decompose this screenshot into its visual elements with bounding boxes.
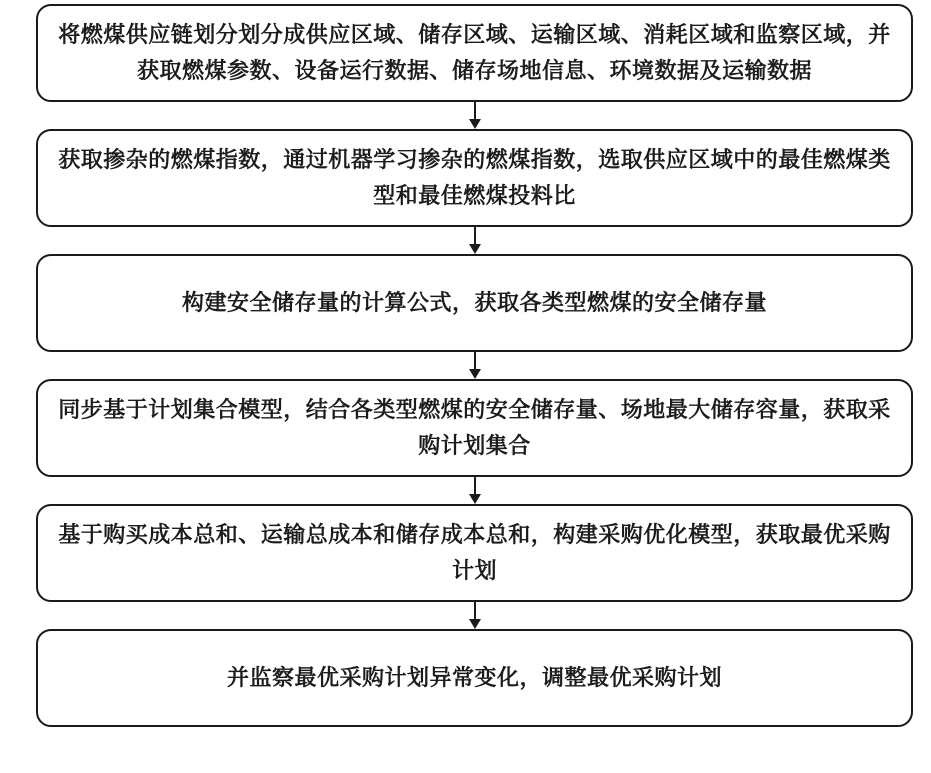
flow-step-4-text: 同步基于计划集合模型，结合各类型燃煤的安全储存量、场地最大储存容量，获取采购计划集合 xyxy=(58,397,891,458)
arrow-shaft xyxy=(474,477,476,494)
arrow-head xyxy=(469,119,481,129)
arrow-head xyxy=(469,244,481,254)
arrow-head xyxy=(469,369,481,379)
flow-step-2-text: 获取掺杂的燃煤指数，通过机器学习掺杂的燃煤指数，选取供应区域中的最佳燃煤类型和最佳燃煤投料比 xyxy=(58,147,891,208)
flow-step-1-text: 将燃煤供应链划分划分成供应区域、储存区域、运输区域、消耗区域和监察区域，并获取燃煤参数、设备运行数据、储存场地信息、环境数据及运输数据 xyxy=(58,22,891,83)
arrow-head xyxy=(469,619,481,629)
arrow-down-icon xyxy=(36,477,913,504)
flow-step-5 xyxy=(36,504,913,602)
flow-step-3 xyxy=(36,254,913,352)
arrow-head xyxy=(469,494,481,504)
arrow-shaft xyxy=(474,602,476,619)
arrow-shaft xyxy=(474,352,476,369)
arrow-shaft xyxy=(474,227,476,244)
flow-step-6-text: 并监察最优采购计划异常变化，调整最优采购计划 xyxy=(226,665,722,690)
flow-step-3-text: 构建安全储存量的计算公式，获取各类型燃煤的安全储存量 xyxy=(181,290,767,315)
flow-step-5-text: 基于购买成本总和、运输总成本和储存成本总和，构建采购优化模型，获取最优采购计划 xyxy=(58,522,891,583)
flow-step-6 xyxy=(36,629,913,727)
arrow-shaft xyxy=(474,102,476,119)
flow-step-2 xyxy=(36,129,913,227)
arrow-down-icon xyxy=(36,602,913,629)
flow-step-1 xyxy=(36,4,913,102)
arrow-down-icon xyxy=(36,352,913,379)
arrow-down-icon xyxy=(36,102,913,129)
arrow-down-icon xyxy=(36,227,913,254)
flow-step-4 xyxy=(36,379,913,477)
